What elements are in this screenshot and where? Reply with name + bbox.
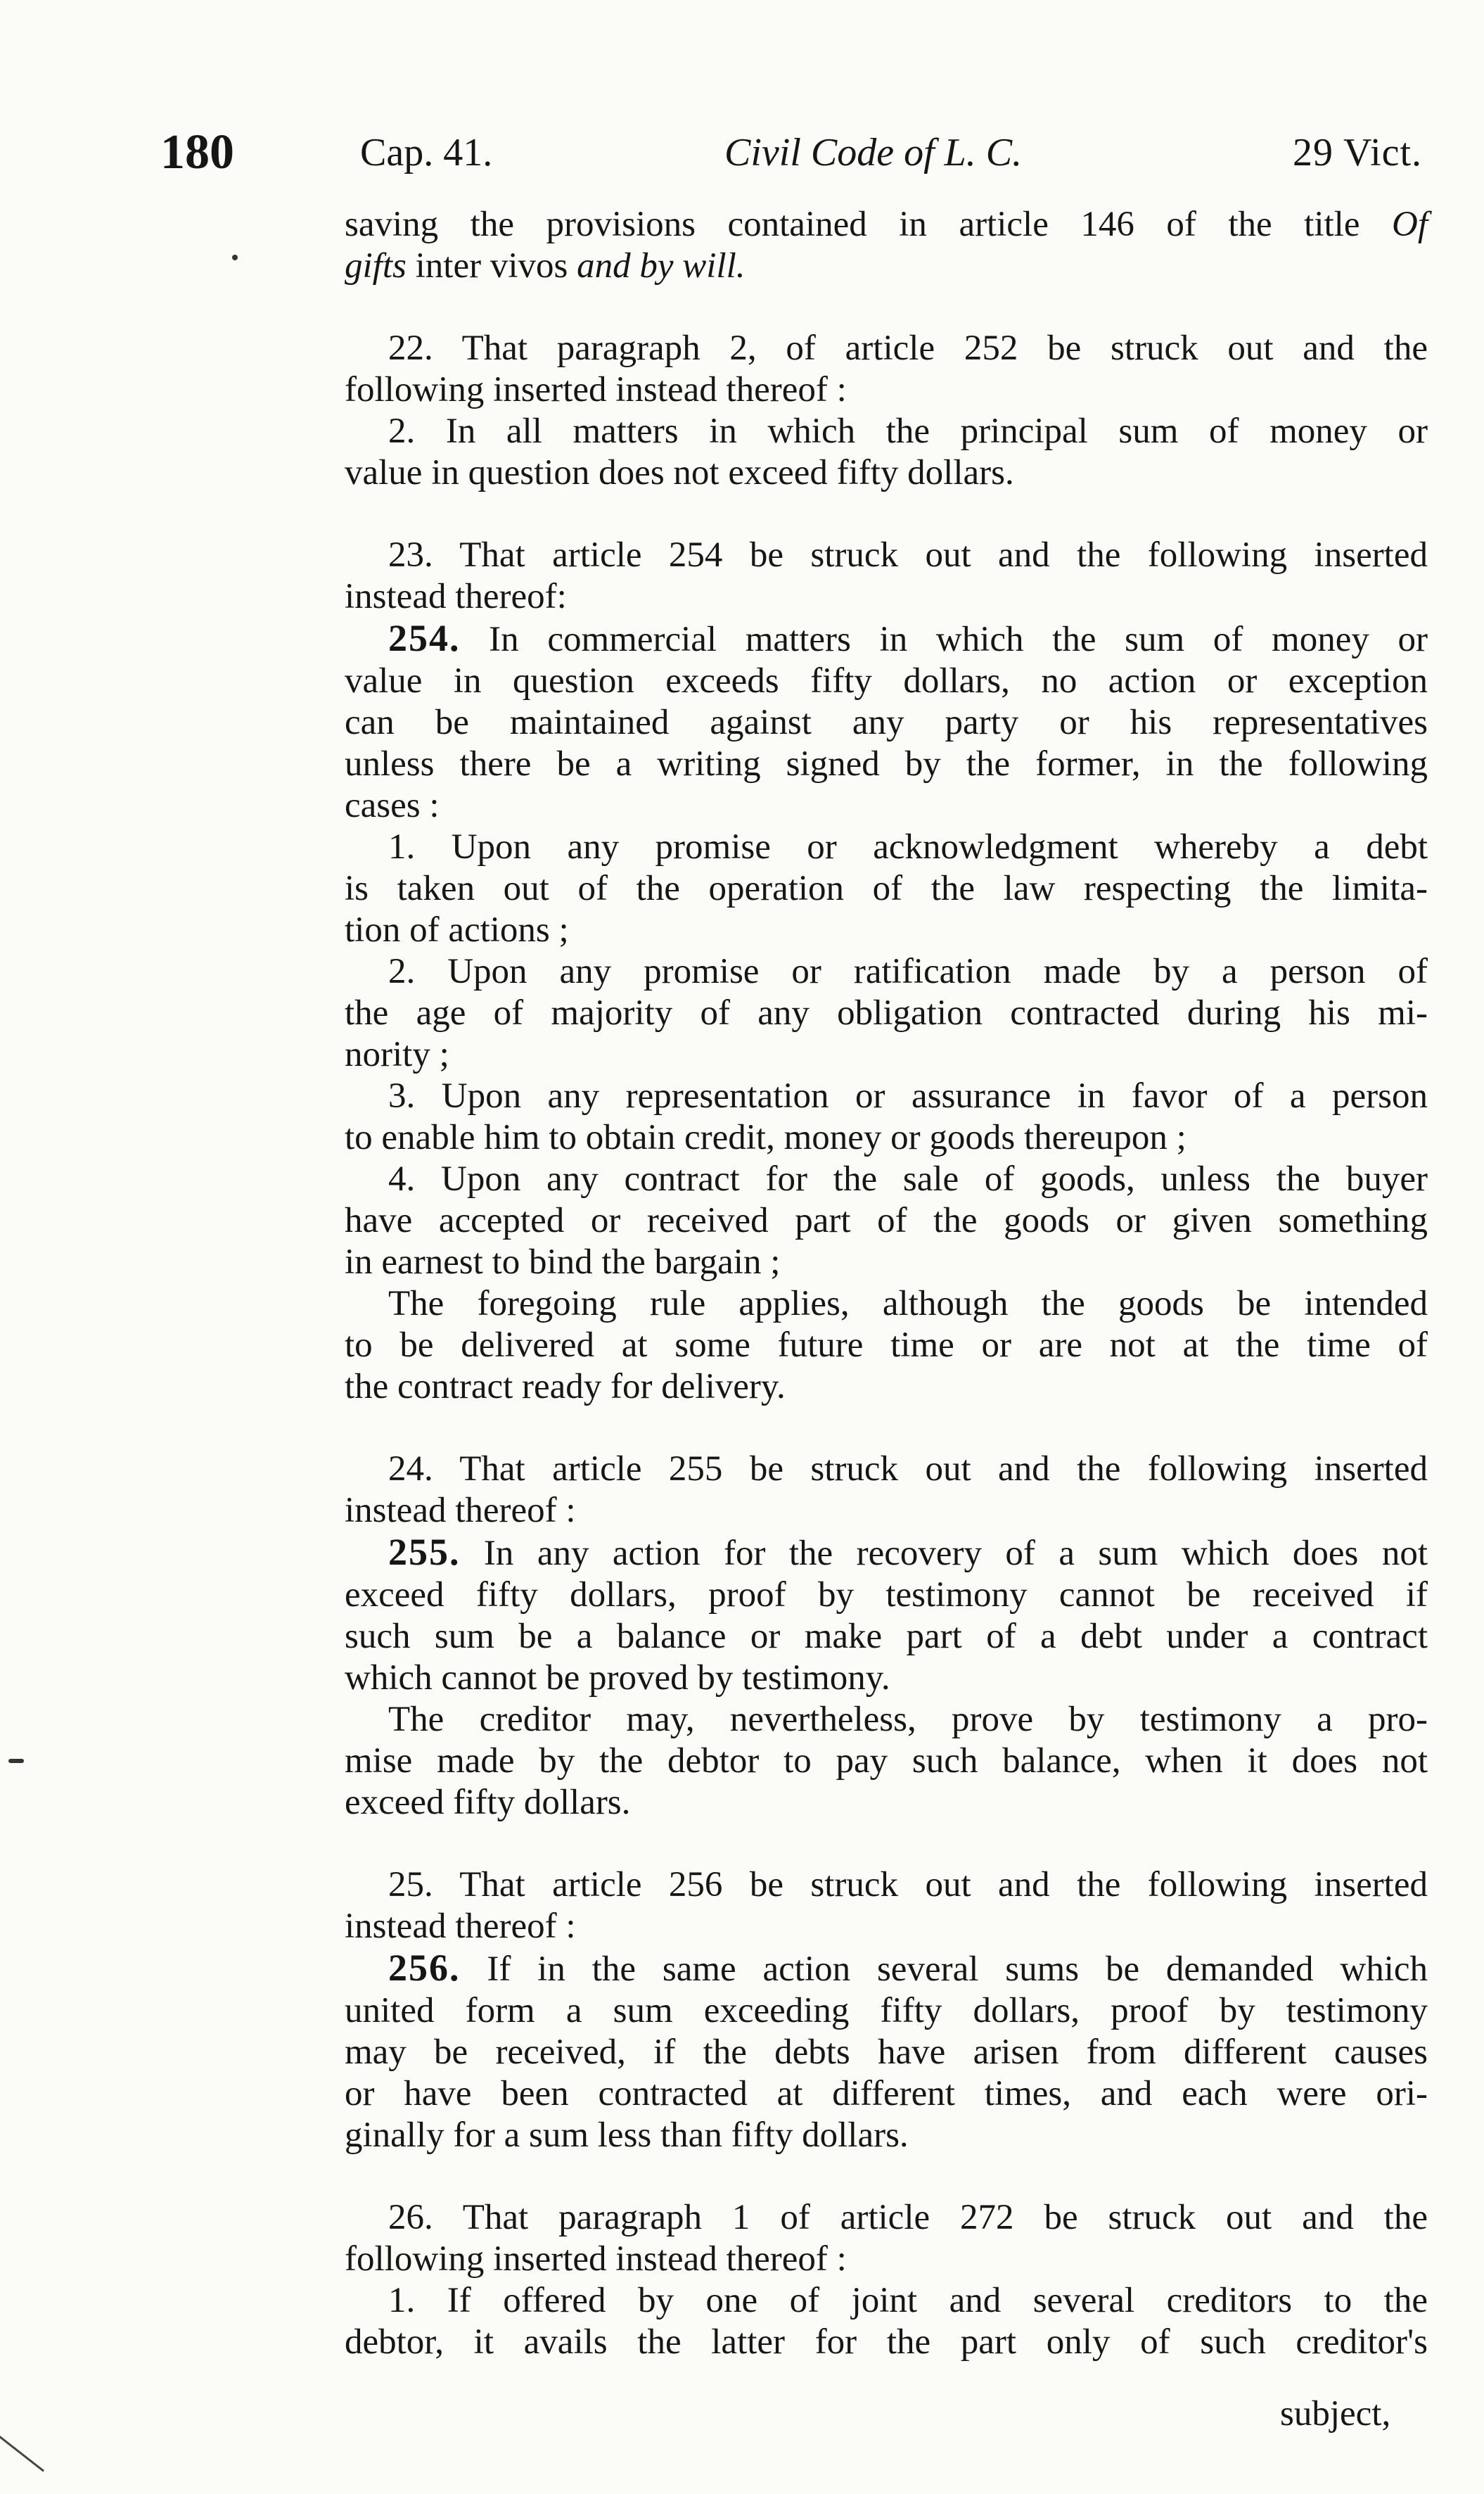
text-line xyxy=(345,1658,1428,1699)
text-run: following inserted instead thereof : xyxy=(345,2239,847,2279)
text-line xyxy=(345,1159,1428,1200)
text-line xyxy=(345,2032,1428,2073)
text-run: tion of actions ; xyxy=(345,910,569,950)
text-line xyxy=(345,1990,1428,2032)
text-run: 1. Upon any promise or acknowledgment whereby a debt xyxy=(388,827,1428,867)
text-run: ginally for a sum less than fifty dollars. xyxy=(345,2116,909,2155)
text-line xyxy=(345,1490,1428,1532)
text-run: 2. Upon any promise or ratification made by a person of xyxy=(388,952,1428,991)
text-line xyxy=(345,2239,1428,2280)
text-line xyxy=(345,2197,1428,2239)
text-line xyxy=(345,246,1428,287)
text-run: 4. Upon any contract for the sale of goods, unless the buyer xyxy=(388,1159,1428,1199)
text-line xyxy=(345,535,1428,576)
text-run: If in the same action several sums be demanded which xyxy=(460,1949,1428,1989)
text-line xyxy=(345,1283,1428,1325)
text-line xyxy=(345,328,1428,369)
text-line xyxy=(345,204,1428,246)
text-line xyxy=(345,369,1428,411)
text-run: united form a sum exceeding fifty dollars, proof by testimony xyxy=(345,1991,1428,2030)
text-run: instead thereof: xyxy=(345,577,567,616)
article-number: 254. xyxy=(388,617,461,659)
text-line xyxy=(345,1242,1428,1283)
text-run: unless there be a writing signed by the former, in the following xyxy=(345,744,1428,784)
text-line xyxy=(345,2115,1428,2156)
text-run: or have been contracted at different times, and each were ori- xyxy=(345,2074,1428,2113)
text-line xyxy=(345,1574,1428,1616)
margin-mark xyxy=(8,1759,24,1763)
text-run: 25. That article 256 be struck out and the following inserted xyxy=(388,1865,1428,1904)
article-number: 256. xyxy=(388,1947,461,1989)
text-line xyxy=(345,951,1428,993)
text-run: and by will. xyxy=(577,246,746,286)
text-run: mise made by the debtor to pay such balance, when it does not xyxy=(345,1741,1428,1781)
text-line xyxy=(345,868,1428,910)
text-line xyxy=(345,411,1428,452)
text-line xyxy=(345,1117,1428,1159)
text-run: is taken out of the operation of the law respecting the limita- xyxy=(345,869,1428,908)
text-run: the contract ready for delivery. xyxy=(345,1367,786,1406)
text-run: have accepted or received part of the goods or given something xyxy=(345,1201,1428,1240)
text-run: 2. In all matters in which the principal sum of money or xyxy=(388,412,1428,451)
text-run: value in question does not exceed fifty dollars. xyxy=(345,453,1014,492)
text-line xyxy=(345,661,1428,702)
text-line xyxy=(345,1532,1428,1574)
text-run: such sum be a balance or make part of a debt under a contract xyxy=(345,1617,1428,1656)
text-run: may be received, if the debts have arisen from different causes xyxy=(345,2032,1428,2072)
text-run: which cannot be proved by testimony. xyxy=(345,1658,890,1698)
page-number: 180 xyxy=(160,125,234,179)
text-run: 23. That article 254 be struck out and the following inserted xyxy=(388,535,1428,575)
text-line xyxy=(345,576,1428,618)
text-line xyxy=(345,785,1428,827)
text-run: The creditor may, nevertheless, prove by testimony a pro- xyxy=(388,1700,1428,1739)
text-line xyxy=(345,1864,1428,1906)
text-line xyxy=(345,1947,1428,1990)
text-line xyxy=(345,910,1428,951)
text-run: in earnest to bind the bargain ; xyxy=(345,1242,781,1282)
regnal-year: 29 Vict. xyxy=(1293,131,1423,174)
text-run: exceed fifty dollars, proof by testimony cannot be received if xyxy=(345,1575,1428,1615)
article-number: 255. xyxy=(388,1531,461,1573)
text-run: 3. Upon any representation or assurance in favor of a person xyxy=(388,1076,1428,1116)
text-run: The foregoing rule applies, although the goods be intended xyxy=(388,1284,1428,1323)
text-line xyxy=(345,702,1428,744)
text-run: debtor, it avails the latter for the part only of such creditor's xyxy=(345,2322,1428,2362)
text-run: Of xyxy=(1392,205,1428,244)
text-line xyxy=(345,1034,1428,1076)
text-run: inter vivos xyxy=(406,246,577,286)
paragraph-gap xyxy=(345,1408,1428,1449)
text-run: instead thereof : xyxy=(345,1491,576,1530)
text-line xyxy=(345,1325,1428,1366)
text-line xyxy=(345,993,1428,1034)
text-line xyxy=(345,1366,1428,1408)
text-run: 26. That paragraph 1 of article 272 be struck out and the xyxy=(388,2198,1428,2237)
text-line xyxy=(345,827,1428,868)
text-line xyxy=(345,2280,1428,2322)
text-run: cases : xyxy=(345,786,440,825)
text-line xyxy=(345,2073,1428,2115)
text-run: can be maintained against any party or his representatives xyxy=(345,703,1428,742)
text-line xyxy=(345,1200,1428,1242)
text-run: value in question exceeds fifty dollars, no action or exception xyxy=(345,661,1428,701)
text-line xyxy=(345,1741,1428,1782)
text-line xyxy=(345,1076,1428,1117)
chapter-label: Cap. 41. xyxy=(360,131,493,174)
text-line xyxy=(345,1616,1428,1658)
text-run: saving the provisions contained in article 146 of the title xyxy=(345,205,1392,244)
text-line xyxy=(345,2322,1428,2363)
text-line xyxy=(345,618,1428,661)
ink-speck xyxy=(232,255,238,260)
text-line xyxy=(345,744,1428,785)
text-run: nority ; xyxy=(345,1035,449,1074)
page-header xyxy=(0,121,1484,184)
paragraph-gap xyxy=(345,287,1428,328)
paragraph-gap xyxy=(345,2156,1428,2197)
text-line xyxy=(345,1699,1428,1741)
text-line xyxy=(345,1782,1428,1824)
text-run: exceed fifty dollars. xyxy=(345,1783,631,1822)
text-run: 1. If offered by one of joint and several creditors to the xyxy=(388,2281,1428,2320)
paragraph-gap xyxy=(345,1824,1428,1864)
running-title: Civil Code of L. C. xyxy=(724,131,1023,174)
text-line xyxy=(345,1906,1428,1947)
text-run: the age of majority of any obligation contracted during his mi- xyxy=(345,993,1428,1033)
text-line xyxy=(345,1449,1428,1490)
catchword: subject, xyxy=(1280,2394,1391,2433)
text-run: following inserted instead thereof : xyxy=(345,370,847,409)
text-run: In any action for the recovery of a sum which does not xyxy=(460,1534,1428,1573)
text-run: to be delivered at some future time or are not at the time of xyxy=(345,1325,1428,1365)
text-run: 24. That article 255 be struck out and the following inserted xyxy=(388,1449,1428,1489)
page-body xyxy=(345,204,1428,2363)
text-run: In commercial matters in which the sum of money or xyxy=(460,620,1428,659)
text-run: gifts xyxy=(345,246,407,286)
text-line xyxy=(345,452,1428,494)
text-run: instead thereof : xyxy=(345,1907,576,1946)
paragraph-gap xyxy=(345,494,1428,535)
text-run: 22. That paragraph 2, of article 252 be struck out and the xyxy=(388,329,1428,368)
text-run: to enable him to obtain credit, money or goods thereupon ; xyxy=(345,1118,1186,1157)
corner-fold-line xyxy=(0,2436,44,2472)
